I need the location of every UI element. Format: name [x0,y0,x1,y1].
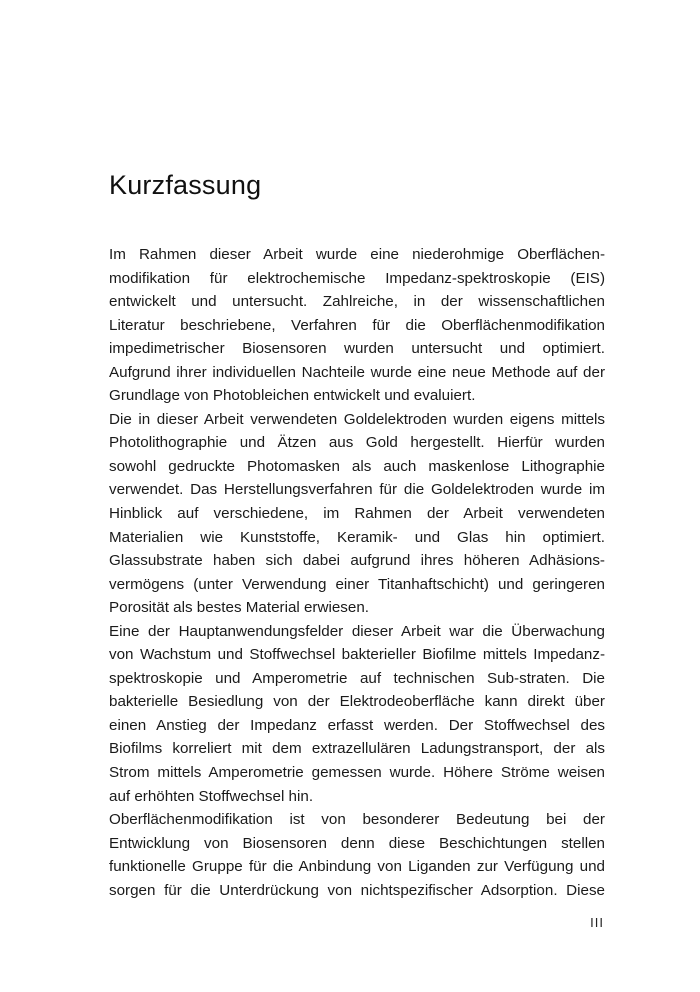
text-line: bakterielle Besiedlung von der Elektrodeoberfläche kann direkt über [109,693,605,711]
text-line: von Wachstum und Stoffwechsel bakterieller Biofilme mittels Impedanz- [109,646,605,664]
text-line: Strom mittels Amperometrie gemessen wurde. Höhere Ströme weisen [109,764,605,782]
text-line: Glassubstrate haben sich dabei aufgrund ihres höheren Adhäsions- [109,552,605,570]
text-line: Oberflächenmodifikation ist von besonderer Bedeutung bei der [109,811,605,829]
text-line: einen Anstieg der Impedanz erfasst werden. Der Stoffwechsel des [109,716,605,734]
text-line: modifikation für elektrochemische Impedanz-spektroskopie (EIS) [109,269,605,287]
text-line: funktionelle Gruppe für die Anbindung von Liganden zur Verfügung und [109,858,605,876]
text-line: verwendet. Das Herstellungsverfahren für die Goldelektroden wurde im [109,481,605,499]
page-number: III [590,915,604,930]
text-line: impedimetrischer Biosensoren wurden untersucht und optimiert. [109,340,605,358]
abstract-body [109,243,605,902]
text-line: Hinblick auf verschiedene, im Rahmen der Arbeit verwendeten [109,505,605,523]
text-line: Die in dieser Arbeit verwendeten Goldelektroden wurden eigens mittels [109,410,605,428]
text-line: Biofilms korreliert mit dem extrazellulären Ladungstransport, der als [109,740,605,758]
text-line: auf erhöhten Stoffwechsel hin. [109,787,314,805]
text-line: Materialien wie Kunststoffe, Keramik- und Glas hin optimiert. [109,528,605,546]
text-line: Aufgrund ihrer individuellen Nachteile wurde eine neue Methode auf der [109,363,605,381]
text-line: Literatur beschriebene, Verfahren für die Oberflächenmodifikation [109,316,605,334]
text-line: Porosität als bestes Material erwiesen. [109,599,369,617]
text-line: Im Rahmen dieser Arbeit wurde eine niederohmige Oberflächen- [109,246,605,263]
text-line: sorgen für die Unterdrückung von nichtspezifischer Adsorption. Diese [109,881,605,899]
text-line: Grundlage von Photobleichen entwickelt und evaluiert. [109,387,476,405]
text-line: Photolithographie und Ätzen aus Gold hergestellt. Hierfür wurden [109,434,605,452]
text-line: spektroskopie und Amperometrie auf technischen Sub-straten. Die [109,669,605,687]
page-title: Kurzfassung [109,170,262,200]
text-line: vermögens (unter Verwendung einer Titanhaftschicht) und geringeren [109,575,605,593]
text-line: sowohl gedruckte Photomasken als auch maskenlose Lithographie [109,457,605,475]
text-line: Eine der Hauptanwendungsfelder dieser Arbeit war die Überwachung [109,622,605,640]
text-line: entwickelt und untersucht. Zahlreiche, in der wissenschaftlichen [109,293,605,311]
text-line: Entwicklung von Biosensoren denn diese Beschichtungen stellen [109,834,605,852]
